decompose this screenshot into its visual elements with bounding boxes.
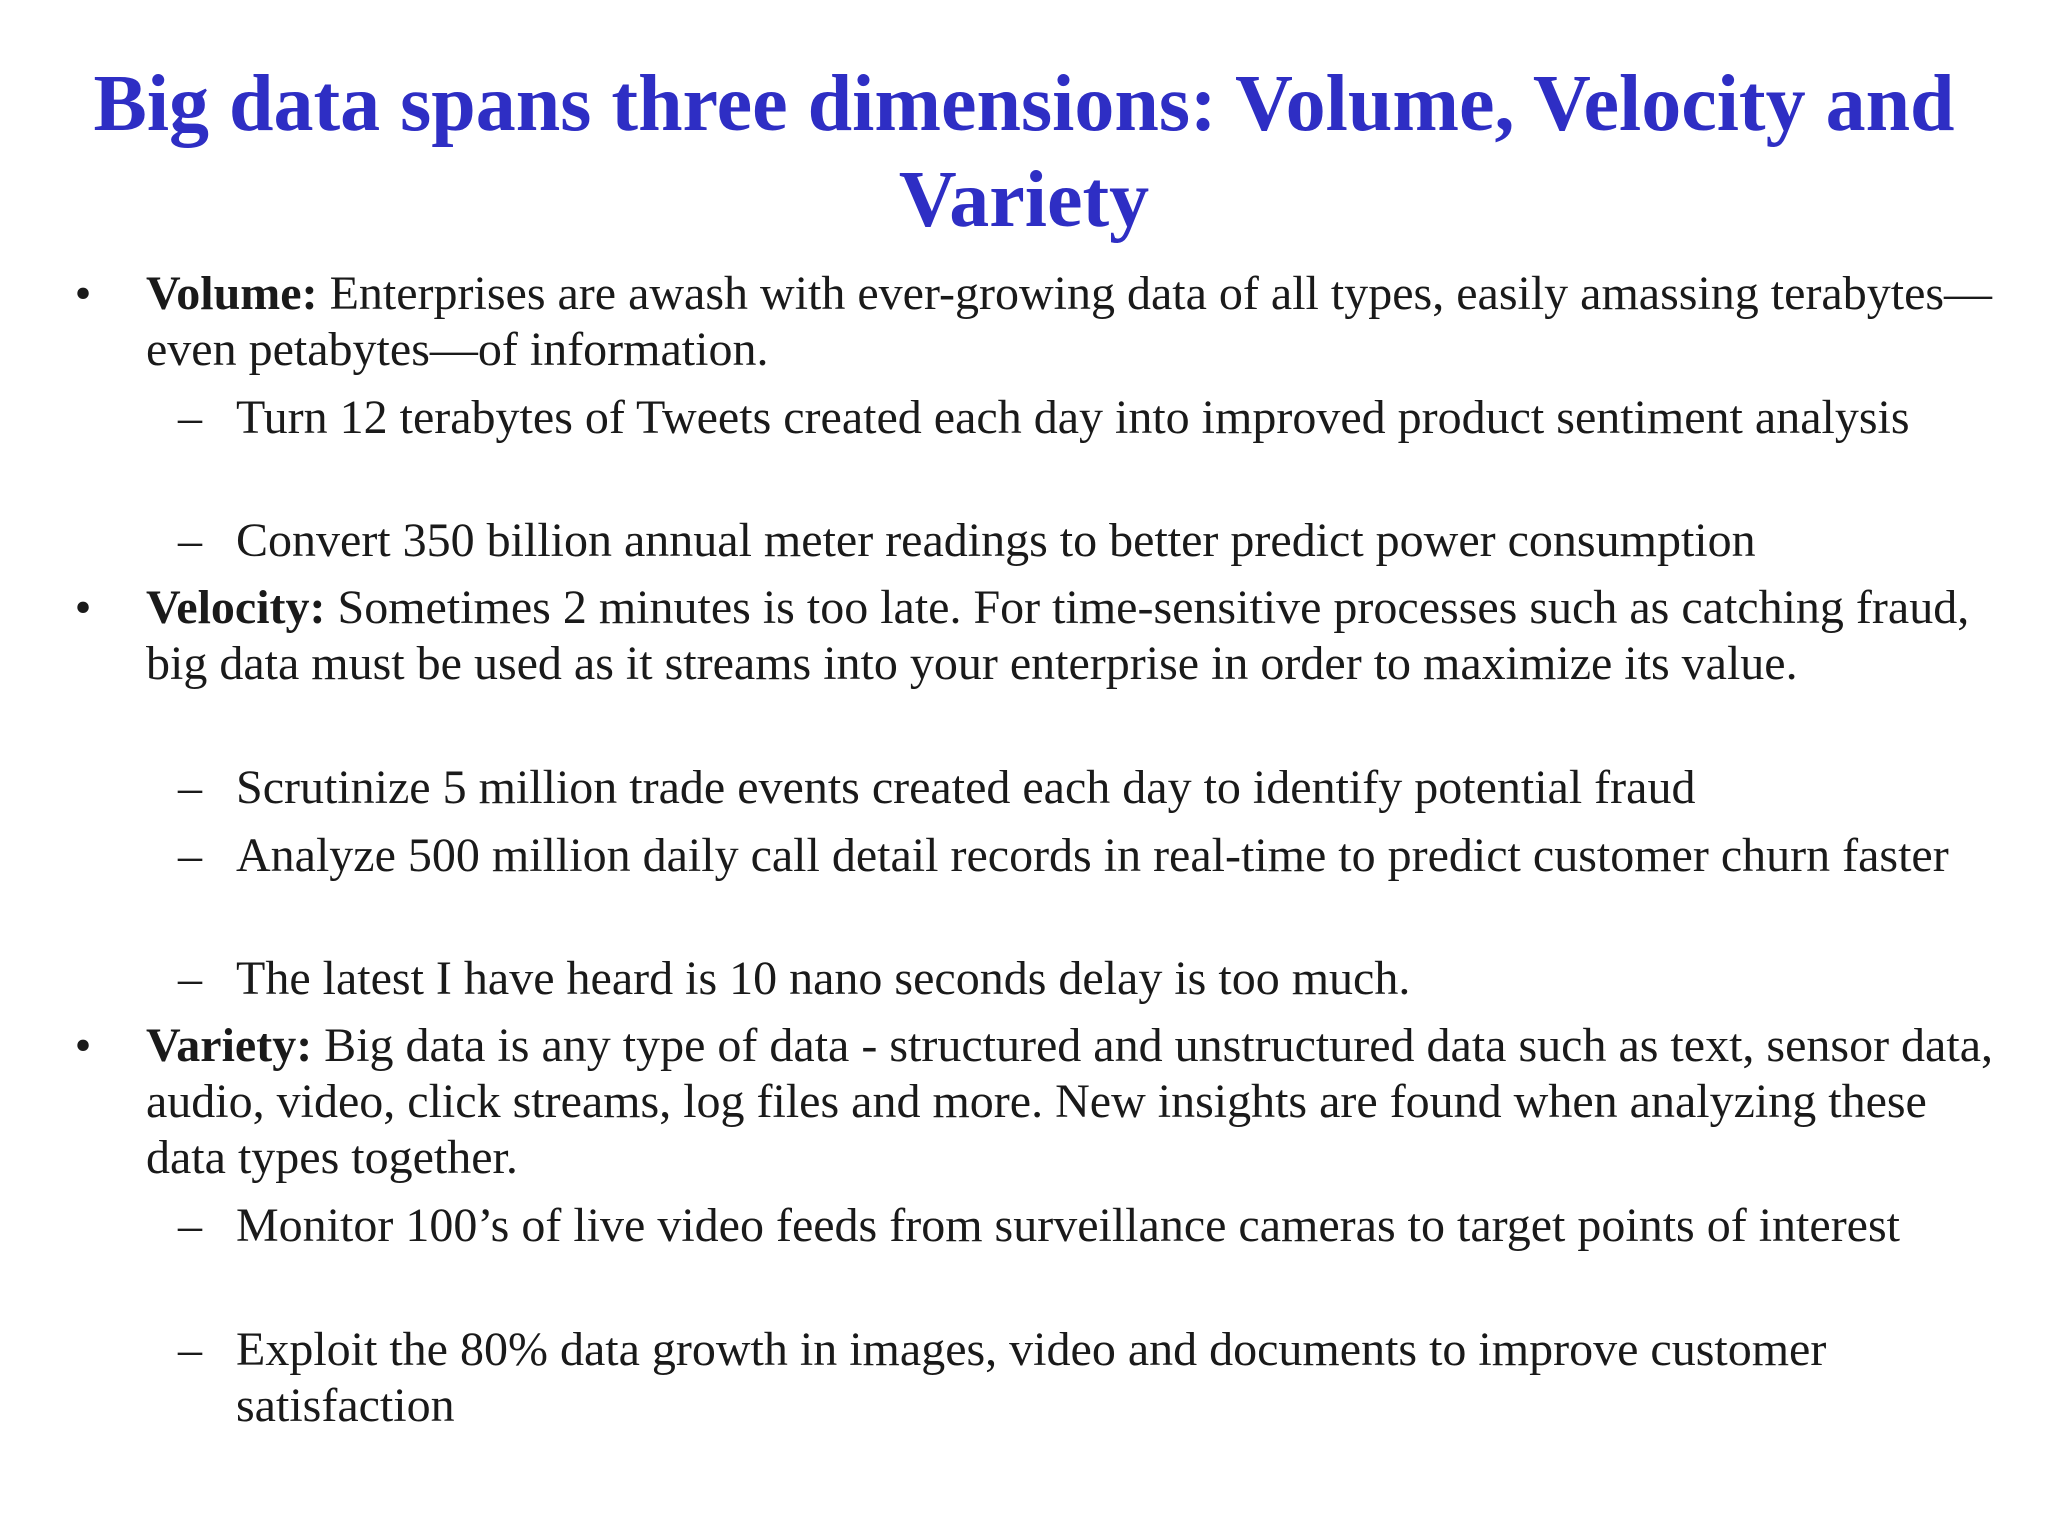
sub-bullet <box>178 1198 1996 1254</box>
bullet-marker: • <box>74 267 92 320</box>
sub-bullet-marker: – <box>178 391 202 444</box>
bullet-variety <box>74 1018 2006 1186</box>
sub-bullet-marker: – <box>178 1199 202 1252</box>
sub-bullet-marker: – <box>178 1323 202 1376</box>
bullet-lead: Velocity: <box>146 581 326 634</box>
sub-bullet-text: Monitor 100’s of live video feeds from surveillance cameras to target points of interest <box>236 1199 1900 1252</box>
sub-bullet <box>178 828 1996 884</box>
bullet-volume <box>74 266 2006 378</box>
bullet-text: Big data is any type of data - structured and unstructured data such as text, sensor data, audio, video, click streams, log files and more. New insights are found when analyzing these data types together. <box>146 1019 1993 1184</box>
sub-bullet <box>178 1322 1996 1434</box>
sub-bullet-text: The latest I have heard is 10 nano seconds delay is too much. <box>236 952 1411 1005</box>
sub-bullet-text: Analyze 500 million daily call detail records in real-time to predict customer churn faster <box>236 829 1949 882</box>
sub-bullet-text: Turn 12 terabytes of Tweets created each day into improved product sentiment analysis <box>236 391 1910 444</box>
sub-bullet-text: Scrutinize 5 million trade events created each day to identify potential fraud <box>236 761 1696 814</box>
bullet-text: Sometimes 2 minutes is too late. For time-sensitive processes such as catching fraud, big data must be used as it streams into your enterprise in order to maximize its value. <box>146 581 1970 690</box>
bullet-text: Enterprises are awash with ever-growing data of all types, easily amassing terabytes—even petabytes—of information. <box>146 267 1993 376</box>
sub-bullet-text: Convert 350 billion annual meter readings to better predict power consumption <box>236 514 1756 567</box>
sub-bullet-marker: – <box>178 829 202 882</box>
sub-bullet-text: Exploit the 80% data growth in images, video and documents to improve customer satisfaction <box>236 1323 1827 1432</box>
sub-bullet <box>178 760 1996 816</box>
sub-bullet-marker: – <box>178 514 202 567</box>
bullet-velocity <box>74 580 2006 692</box>
bullet-lead: Volume: <box>146 267 318 320</box>
sub-bullet-marker: – <box>178 761 202 814</box>
bullet-marker: • <box>74 581 92 634</box>
sub-bullet <box>178 951 1996 1007</box>
sub-bullet <box>178 390 1996 446</box>
slide-title: Big data spans three dimensions: Volume, Velocity and Variety <box>93 60 1955 244</box>
sub-bullet-marker: – <box>178 952 202 1005</box>
sub-bullet <box>178 513 1996 569</box>
bullet-marker: • <box>74 1019 92 1072</box>
bullet-lead: Variety: <box>146 1019 313 1072</box>
